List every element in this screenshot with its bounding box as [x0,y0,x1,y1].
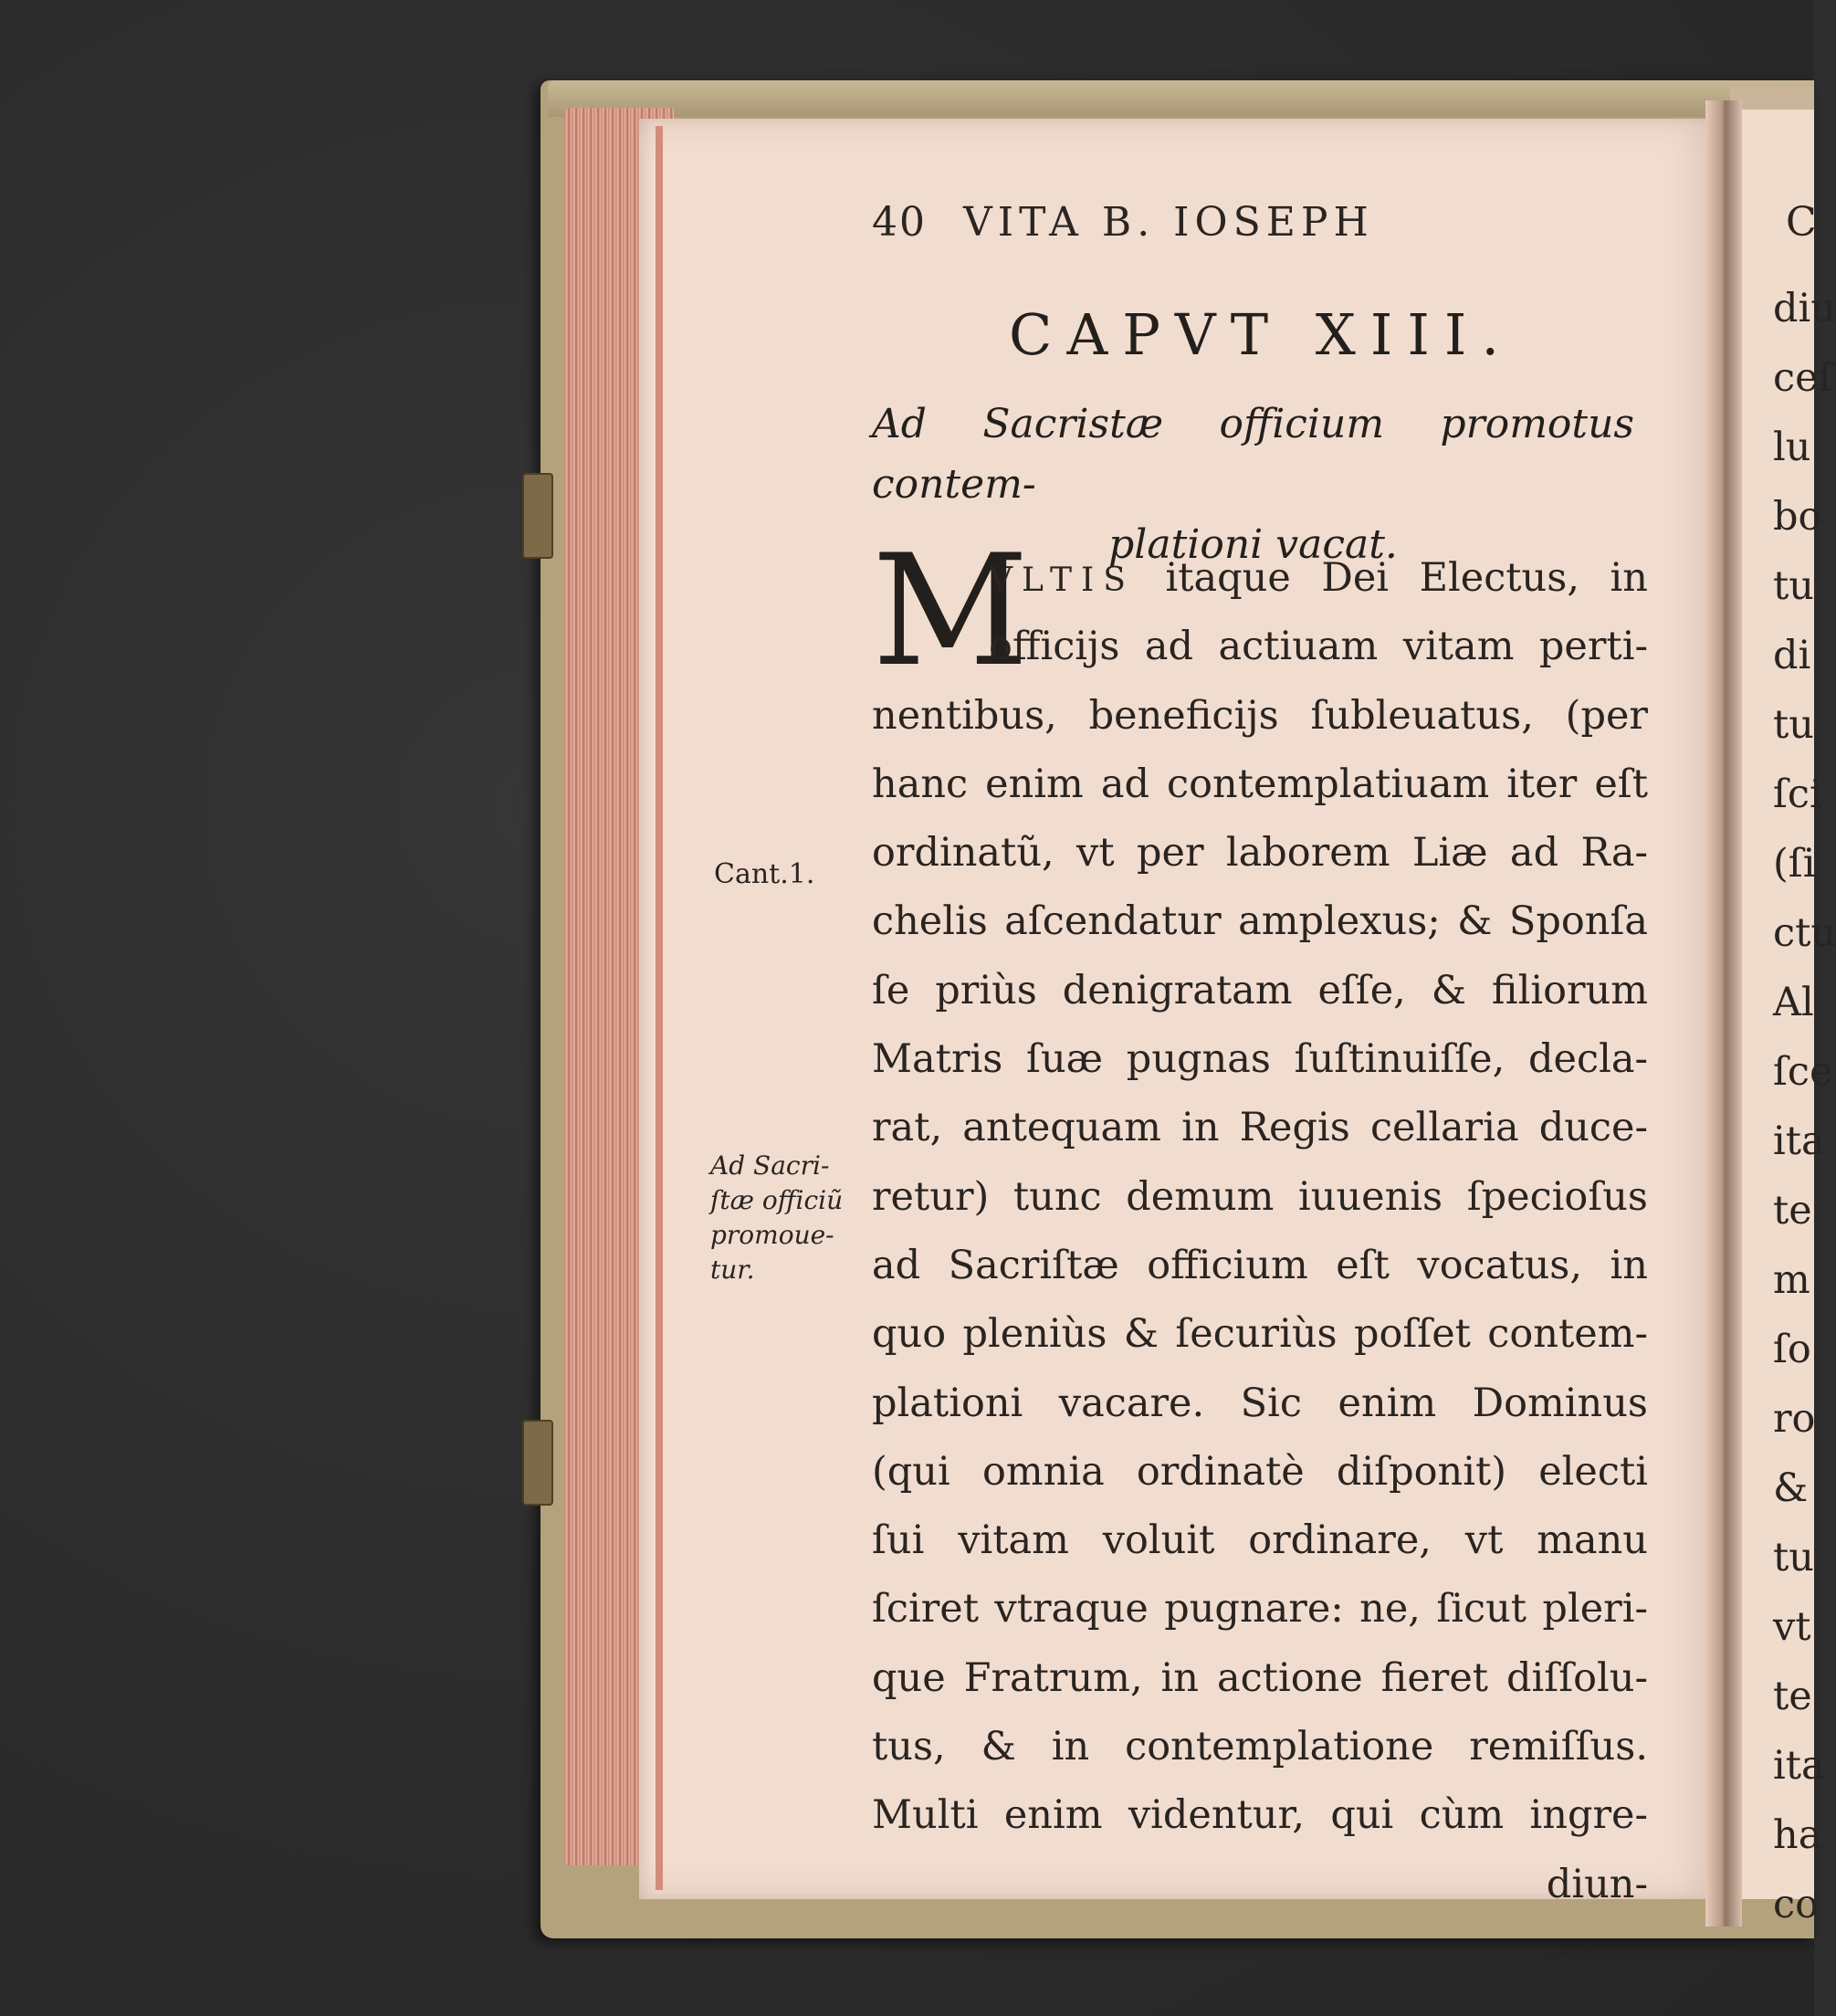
text-line: hanc enim ad contemplatiuam iter eſt [872,761,1648,807]
text-line: officijs ad actiuam vitam perti- [989,624,1648,670]
catchword-line: diun- [1546,1861,1648,1907]
text-line: Matris ſuæ pugnas ſuſtinuiſſe, decla- [872,1036,1648,1083]
small-caps-word: VLTIS [989,562,1135,599]
text-line: ſui vitam voluit ordinare, vt manu [872,1517,1648,1564]
subtitle-line: plationi vacat. [1108,521,1398,568]
text-line: ordinatũ, vt per laborem Liæ ad Ra- [872,830,1648,877]
page-number: 40 [872,199,927,246]
book-cover-top-edge [548,80,1814,117]
page-red-edge [656,126,663,1890]
text-line: tus, & in contemplatione remiſſus. [872,1724,1648,1770]
chapter-heading: CAPVT XIII. [1009,301,1515,368]
text-line: (qui omnia ordinatè diſponit) electi [872,1448,1648,1495]
margin-note-citation: Cant.1. [714,858,815,890]
facing-page-text: diu ceſ lu bo tu di tu ſci (ſi ctu Al ſce ita te m ſo ro & tu vt te ita ha co [1773,286,1836,1927]
text-line: VLTIS itaque Dei Electus, in [989,555,1649,601]
text-line: ſciret vtraque pugnare: ne, ſicut pleri- [872,1586,1648,1633]
text-line: ad Sacriſtæ officium eſt vocatus, in [872,1242,1648,1288]
running-head-title: VITA B. IOSEPH [963,199,1374,246]
text-line: que Fratrum, in actione fieret diſſolu- [872,1654,1648,1701]
text-line: quo pleniùs & ſecuriùs poſſet contem- [872,1311,1648,1358]
book-gutter [1705,100,1742,1927]
drop-cap: M [872,521,1030,700]
text-line: retur) tunc demum iuuenis ſpecioſus [872,1173,1648,1220]
book-clasp-lower [522,1420,553,1506]
text-line: rat, antequam in Regis cellaria duce- [872,1105,1648,1151]
text-line: chelis aſcendatur amplexus; & Sponſa [872,898,1648,945]
body-text [872,521,1649,1919]
text-line: Multi enim videntur, qui cùm ingre- [872,1792,1648,1839]
book-clasp-upper [522,473,553,559]
text-line: plationi vacare. Sic enim Dominus [872,1380,1648,1426]
facing-page-head: C [1786,199,1817,246]
text-line: ſe priùs denigratam eſſe, & filiorum [872,967,1648,1013]
subtitle-line: Ad Sacristæ officium promotus contem- [872,401,1634,508]
text-line: nentibus, beneficijs ſubleuatus, (per [872,692,1648,739]
margin-note-summary: Ad Sacri- ſtæ officiũ promoue- tur. [710,1150,844,1285]
running-header [872,199,1374,246]
